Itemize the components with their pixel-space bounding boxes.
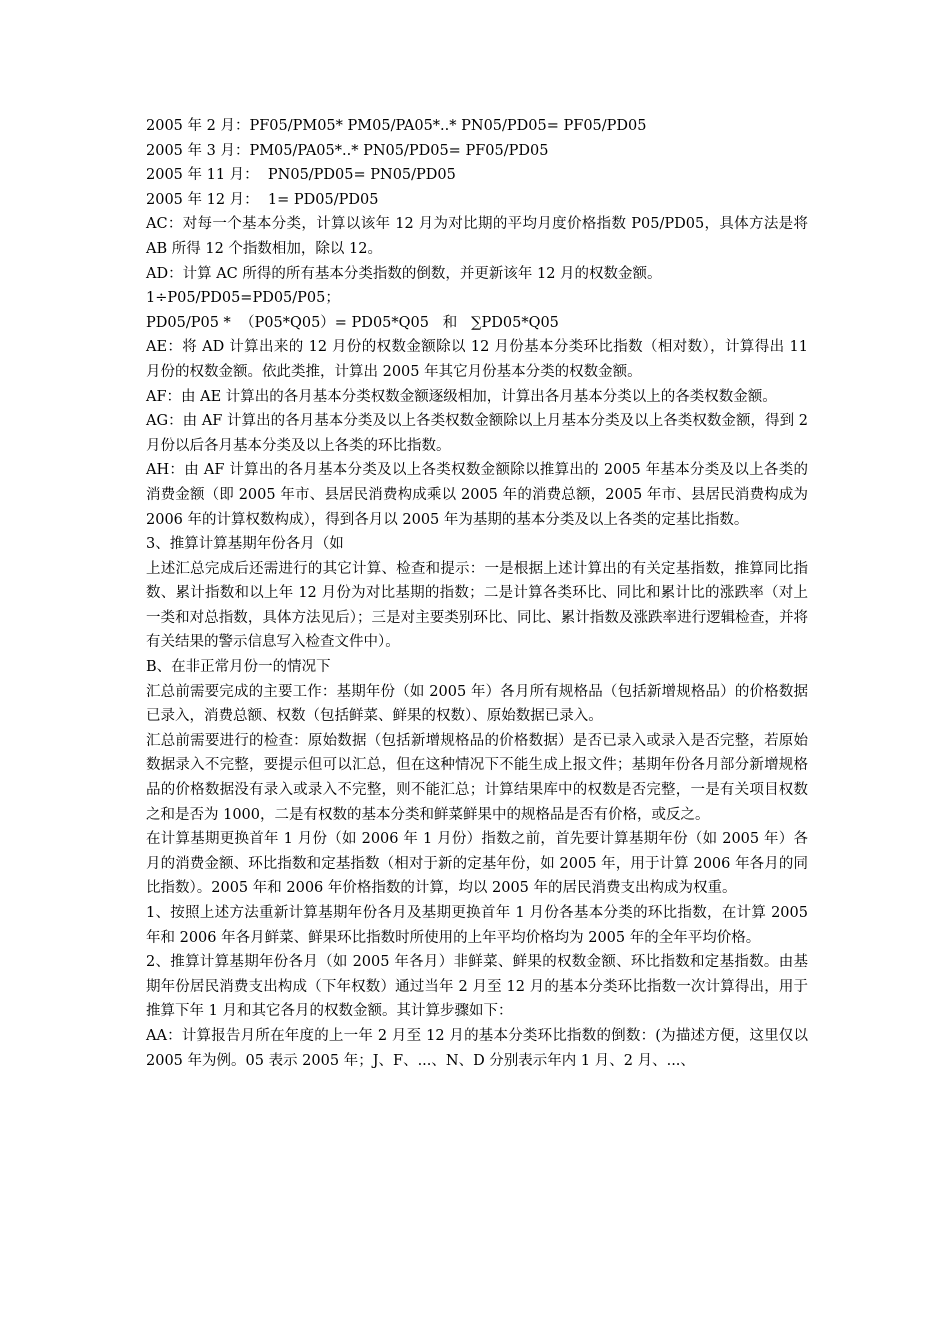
formula-line-feb: 2005 年 2 月：PF05/PM05* PM05/PA05*..* PN05/PD05= PF05/PD05	[146, 118, 647, 134]
pre-summary-work-paragraph: 汇总前需要完成的主要工作：基期年份（如 2005 年）各月所有规格品（包括新增规格品）的价格数据已录入，消费总额、权数（包括鲜菜、鲜果的权数）、原始数据已录入。	[146, 683, 808, 725]
step-ad-paragraph: AD：计算 AC 所得的所有基本分类指数的倒数，并更新该年 12 月的权数金额。	[146, 265, 662, 282]
step-ae-paragraph: AE：将 AD 计算出来的 12 月份的权数金额除以 12 月份基本分类环比指数（相对数），计算得出 11 月份的权数金额。依此类推，计算出 2005 年其它月份基本分类的权数金额。	[146, 339, 808, 380]
formula-reciprocal: 1÷P05/PD05=PD05/P05；	[146, 290, 340, 307]
step-aa-paragraph: AA：计算报告月所在年度的上一年 2 月至 12 月的基本分类环比指数的倒数：(为描述方便，这里仅以 2005 年为例。05 表示 2005 年；J、F、...、N、D 分别表示年内 1 月、2 月、...、	[146, 1027, 808, 1069]
step-ag-paragraph: AG：由 AF 计算出的各月基本分类及以上各类权数金额除以上月基本分类及以上各类权数金额，得到 2 月份以后各月基本分类及以上各类的环比指数。	[146, 413, 808, 454]
section-heading-b: B、在非正常月份一的情况下	[146, 659, 331, 676]
other-checks-paragraph: 上述汇总完成后还需进行的其它计算、检查和提示：一是根据上述计算出的有关定基指数，推算同比指数、累计指数和以上年 12 月份为对比基期的指数；二是计算各类环比、同比和累计比的涨跌率（对上一类和对总指数，具体方法见后）；三是对主要类别环比、同比、累计指数及涨跌率进行逻辑检查，并将有关结果的警示信息写入检查文件中）。	[146, 560, 808, 651]
item-1-paragraph: 1、按照上述方法重新计算基期年份各月及基期更换首年 1 月份各基本分类的环比指数，在计算 2005 年和 2006 年各月鲜菜、鲜果环比指数时所使用的上年平均价格均为 2005 年的全年平均价格。	[146, 905, 808, 946]
document-page	[146, 114, 808, 1073]
step-ac-paragraph: AC：对每一个基本分类，计算以该年 12 月为对比期的平均月度价格指数 P05/PD05，具体方法是将 AB 所得 12 个指数相加，除以 12。	[146, 216, 808, 257]
formula-weight-update: PD05/P05 * （P05*Q05）= PD05*Q05 和 ∑PD05*Q05	[146, 314, 559, 331]
step-af-paragraph: AF：由 AE 计算出的各月基本分类权数金额逐级相加，计算出各月基本分类以上的各类权数金额。	[146, 388, 777, 405]
section-heading-3: 3、推算计算基期年份各月（如	[146, 536, 344, 553]
pre-summary-checks-paragraph: 汇总前需要进行的检查：原始数据（包括新增规格品的价格数据）是否已录入或录入是否完整，若原始数据录入不完整，要提示但可以汇总，但在这种情况下不能生成上报文件；基期年份各月部分新增规格品的价格数据没有录入或录入不完整，则不能汇总；计算结果库中的权数是否完整，一是有关项目权数之和是否为 1000，二是有权数的基本分类和鲜菜鲜果中的规格品是否有价格，或反之。	[146, 732, 808, 823]
step-ah-paragraph: AH：由 AF 计算出的各月基本分类及以上各类权数金额除以推算出的 2005 年基本分类及以上各类的消费金额（即 2005 年市、县居民消费构成乘以 2005 年的消费总额，2005 年市、县居民消费构成为 2006 年的计算权数构成），得到各月以 2005 年为基期的基本分类及以上各类的定基比指数。	[146, 462, 808, 528]
formula-line-nov: 2005 年 11 月： PN05/PD05= PN05/PD05	[146, 167, 456, 184]
formula-line-dec: 2005 年 12 月： 1= PD05/PD05	[146, 191, 379, 208]
formula-line-mar: 2005 年 3 月：PM05/PA05*..* PN05/PD05= PF05/PD05	[146, 142, 549, 159]
base-period-paragraph: 在计算基期更换首年 1 月份（如 2006 年 1 月份）指数之前，首先要计算基期年份（如 2005 年）各月的消费金额、环比指数和定基指数（相对于新的定基年份，如 2005 年，用于计算 2006 年各月的同比指数）。2005 年和 2006 年价格指数的计算，均以 2005 年的居民消费支出构成为权重。	[146, 831, 808, 897]
item-2-paragraph: 2、推算计算基期年份各月（如 2005 年各月）非鲜菜、鲜果的权数金额、环比指数和定基指数。由基期年份居民消费支出构成（下年权数）通过当年 2 月至 12 月的基本分类环比指数一次计算得出，用于推算下年 1 月和其它各月的权数金额。其计算步骤如下：	[146, 954, 808, 1020]
